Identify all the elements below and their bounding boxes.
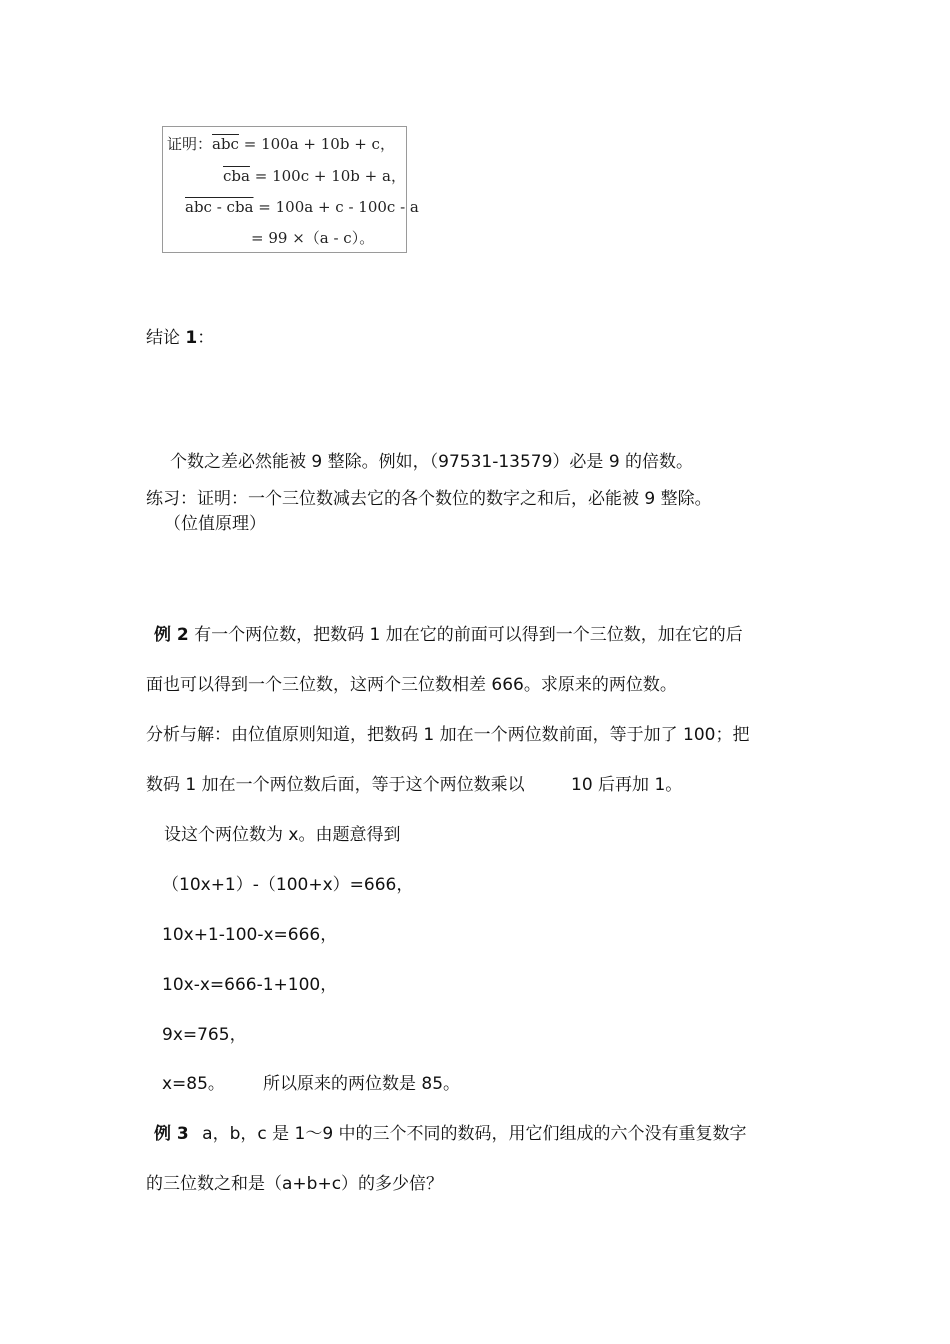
solution-step-2: 10x+1-100-x=666，	[162, 925, 338, 945]
example3-label: 例 3	[154, 1124, 189, 1144]
solution-step-4: 9x=765，	[162, 1025, 247, 1045]
exercise-text: 练习：证明：一个三位数减去它的各个数位的数字之和后，必能被 9 整除。	[146, 489, 712, 509]
proof-lhs: $\overline{abc}$	[212, 135, 239, 153]
analysis-line2b: 10 后再加 1。	[571, 775, 683, 795]
proof-figure	[162, 126, 419, 253]
example2-line2: 面也可以得到一个三位数，这两个三位数相差 666。求原来的两位数。	[146, 675, 677, 695]
solution-step-1: （10x+1）-（100+x）=666，	[162, 875, 414, 895]
proof-prefix: 证明：	[167, 135, 213, 153]
solution-final-eq: x=85。	[162, 1074, 225, 1094]
conclusion-heading: 结论 1：	[146, 328, 215, 348]
solution-final-text: 所以原来的两位数是 85。	[263, 1074, 461, 1094]
analysis-line1: 分析与解：由位值原则知道，把数码 1 加在一个两位数前面，等于加了 100；把	[146, 725, 750, 745]
proof-rhs: = 100a + c - 100c - a	[258, 198, 419, 216]
proof-rhs: = 99 ×（a - c）。	[251, 229, 375, 247]
solution-step-3: 10x-x=666-1+100，	[162, 975, 338, 995]
proof-lhs: $\overline{cba}$	[223, 167, 250, 185]
example3-line2: 的三位数之和是（a+b+c）的多少倍？	[146, 1174, 444, 1194]
principle-note: （位值原理）	[164, 514, 266, 534]
proof-rhs: = 100a + 10b + c，	[243, 135, 395, 153]
conclusion-text: 个数之差必然能被 9 整除。例如，（97531-13579）必是 9 的倍数。	[170, 452, 694, 472]
proof-lhs: abc - cba	[185, 198, 254, 216]
example2-line1: 例 2 有一个两位数，把数码 1 加在它的前面可以得到一个三位数，加在它的后	[154, 625, 743, 645]
analysis-line2a: 数码 1 加在一个两位数后面，等于这个两位数乘以	[146, 775, 525, 795]
solution-intro: 设这个两位数为 x。由题意得到	[164, 825, 401, 845]
example2-label: 例 2	[154, 625, 189, 645]
proof-rhs: = 100c + 10b + a，	[254, 167, 406, 185]
example3-line1: 例 3 a，b，c 是 1～9 中的三个不同的数码，用它们组成的六个没有重复数字	[154, 1124, 747, 1144]
